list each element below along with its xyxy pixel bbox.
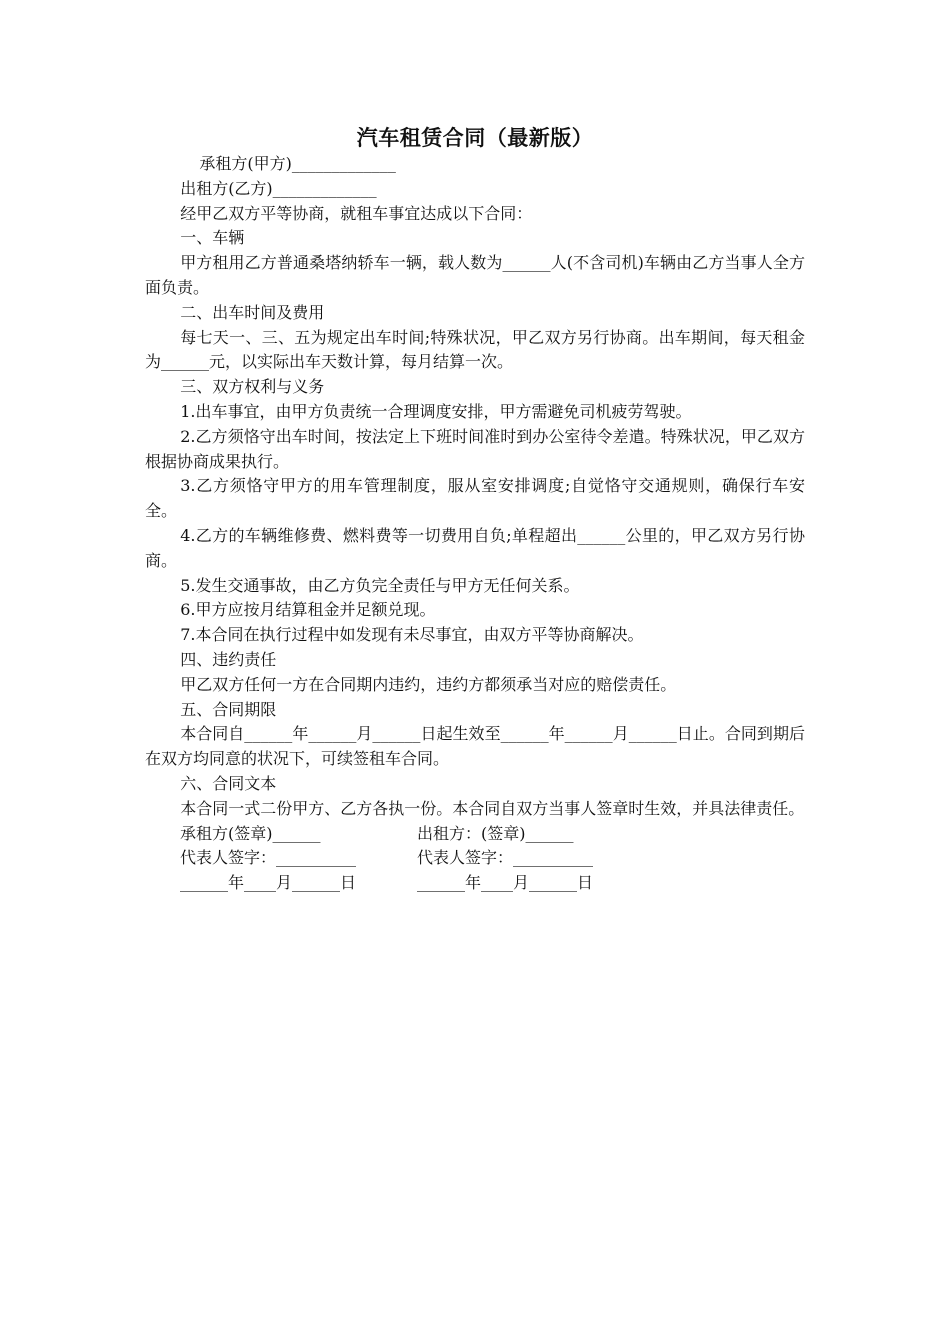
lessee-date-field: ______年____月______日 [180,873,357,893]
term-paragraph: 本合同自______年______月______日起生效至______年______月______日止。合同到期后在双方均同意的状况下，可续签租车合同。 [145,724,805,769]
lessee-seal-field: 承租方(签章)______ [180,823,321,843]
section-heading-rights: 三、双方权利与义务 [180,377,325,397]
rights-item-6: 6.甲方应按月结算租金并足额兑现。 [180,600,436,620]
intro-paragraph: 经甲乙双方平等协商，就租车事宜达成以下合同： [180,203,533,223]
rights-item-7: 7.本合同在执行过程中如发现有未尽事宜，由双方平等协商解决。 [180,625,644,645]
signature-row-seal [145,822,805,847]
breach-paragraph: 甲乙双方任何一方在合同期内违约，违约方都须承当对应的赔偿责任。 [180,674,677,694]
document-title: 汽车租赁合同（最新版） [356,126,594,150]
section-heading-term: 五、合同期限 [180,699,277,719]
text-paragraph: 本合同一式二份甲方、乙方各执一份。本合同自双方当事人签章时生效，并具法律责任。 [180,798,805,818]
lessee-line: 承租方(甲方)_____________ [199,154,396,173]
rights-item-5: 5.发生交通事故，由乙方负完全责任与甲方无任何关系。 [180,575,580,595]
rights-item-2: 2.乙方须恪守出车时间，按法定上下班时间准时到办公室待令差遣。特殊状况，甲乙双方根据协商成果执行。 [145,426,805,471]
rights-item-3: 3.乙方须恪守甲方的用车管理制度，服从室安排调度;自觉恪守交通规则，确保行车安全。 [145,476,805,521]
signature-row-representative [145,846,805,871]
section-heading-vehicle: 一、车辆 [180,228,245,248]
rights-item-1: 1.出车事宜，由甲方负责统一合理调度安排，甲方需避免司机疲劳驾驶。 [180,401,692,421]
lessor-seal-field: 出租方：(签章)______ [417,823,574,843]
section-heading-text: 六、合同文本 [180,773,277,793]
lessor-line: 出租方(乙方)_____________ [180,178,377,198]
lessor-representative-field: 代表人签字：__________ [417,848,594,868]
time-fees-paragraph: 每七天一、三、五为规定出车时间;特殊状况，甲乙双方另行协商。出车期间，每天租金为______元，以实际出车天数计算，每月结算一次。 [145,327,805,372]
signature-row-date [145,871,805,896]
vehicle-paragraph: 甲方租用乙方普通桑塔纳轿车一辆，载人数为______人(不含司机)车辆由乙方当事人全方面负责。 [145,253,805,297]
section-heading-breach: 四、违约责任 [180,649,277,669]
section-heading-time-fees: 二、出车时间及费用 [180,302,325,322]
rights-item-4: 4.乙方的车辆维修费、燃料费等一切费用自负;单程超出______公里的，甲乙双方另行协商。 [145,525,805,570]
lessor-date-field: ______年____月______日 [417,873,594,893]
lessee-representative-field: 代表人签字：__________ [180,848,357,868]
contract-body [145,152,805,896]
